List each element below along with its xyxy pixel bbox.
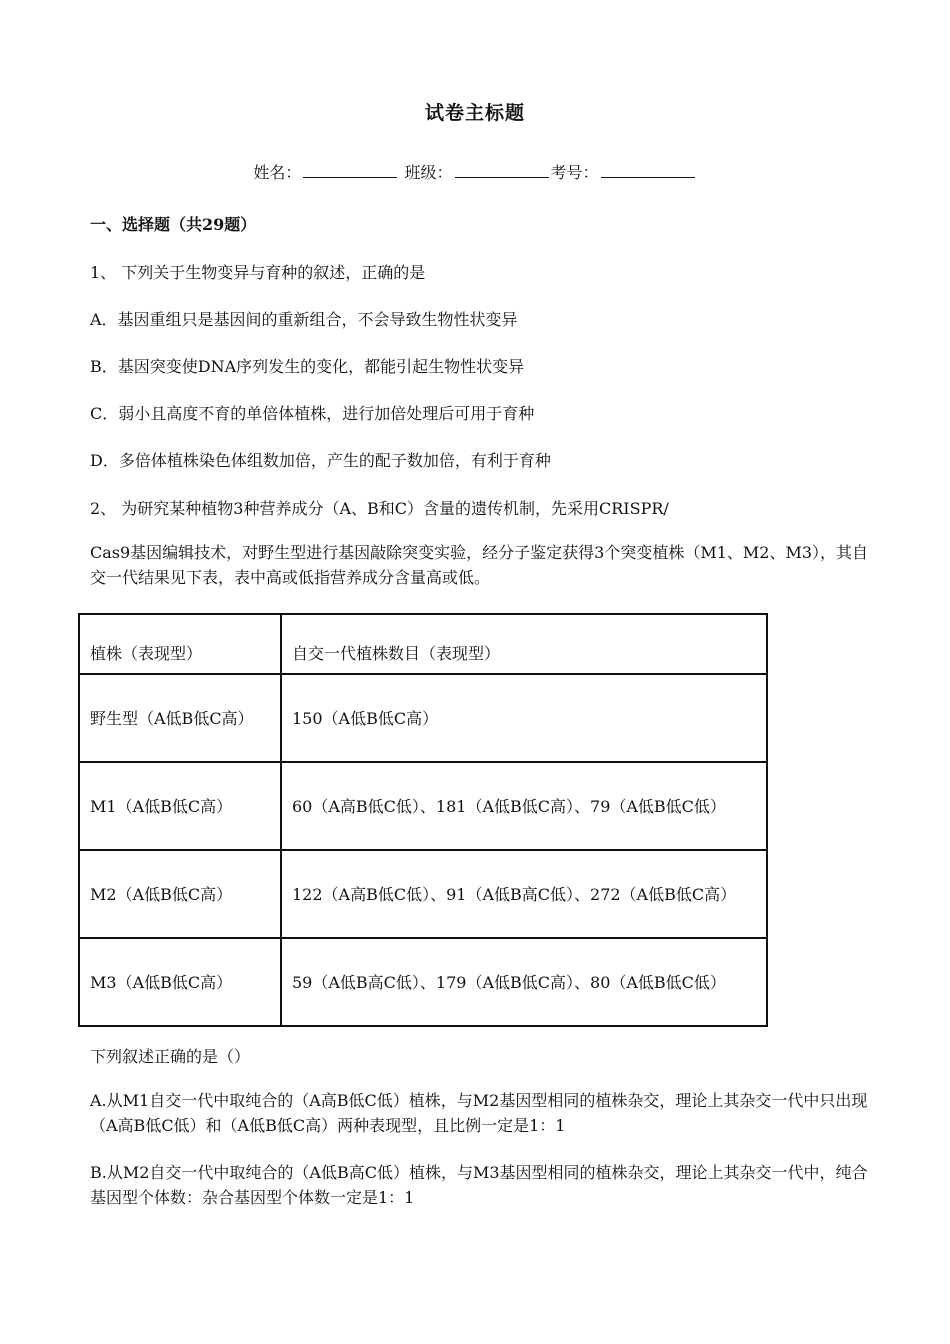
table-header-cell: 植株（表现型） — [79, 614, 281, 674]
question-1-option-c: C．弱小且高度不育的单倍体植株，进行加倍处理后可用于育种 — [90, 404, 535, 423]
question-1-option-d: D．多倍体植株染色体组数加倍，产生的配子数加倍，有利于育种 — [90, 451, 551, 470]
table-row — [79, 674, 767, 762]
table-cell: 60（A高B低C低）、181（A低B低C高）、79（A低B低C低） — [281, 762, 767, 850]
name-blank[interactable] — [303, 163, 397, 178]
exam-no-blank[interactable] — [601, 163, 695, 178]
class-label: 班级： — [404, 163, 453, 182]
table-row — [79, 938, 767, 1026]
table-cell: 野生型（A低B低C高） — [79, 674, 281, 762]
table-row — [79, 762, 767, 850]
class-blank[interactable] — [455, 163, 549, 178]
question-2-prompt: 下列叙述正确的是（） — [90, 1047, 251, 1066]
section-heading: 一、选择题（共29题） — [90, 215, 257, 234]
question-2-option-a: A.从M1自交一代中取纯合的（A高B低C低）植株，与M2基因型相同的植株杂交，理论上其杂交一代中只出现（A高B低C低）和（A低B低C高）两种表现型，且比例一定是1：1 — [90, 1091, 868, 1135]
question-1-option-b: B．基因突变使DNA序列发生的变化，都能引起生物性状变异 — [90, 357, 525, 376]
question-2-stem-line2: Cas9基因编辑技术，对野生型进行基因敲除突变实验，经分子鉴定获得3个突变植株（M1、M2、M3），其自交一代结果见下表，表中高或低指营养成分含量高或低。 — [90, 543, 869, 587]
results-table — [78, 613, 768, 1027]
name-label: 姓名： — [253, 163, 302, 182]
question-1-option-a: A．基因重组只是基因间的重新组合，不会导致生物性状变异 — [90, 310, 518, 329]
exam-no-label: 考号： — [550, 163, 599, 182]
table-cell: M3（A低B低C高） — [79, 938, 281, 1026]
question-1-stem: 1、 下列关于生物变异与育种的叙述，正确的是 — [90, 263, 426, 282]
page-title: 试卷主标题 — [424, 102, 525, 124]
table-row — [79, 850, 767, 938]
table-cell: 122（A高B低C低）、91（A低B高C低）、272（A低B低C高） — [281, 850, 767, 938]
table-cell: M1（A低B低C高） — [79, 762, 281, 850]
student-info-line — [0, 160, 950, 183]
table-cell: 150（A低B低C高） — [281, 674, 767, 762]
question-2-option-b: B.从M2自交一代中取纯合的（A低B高C低）植株，与M3基因型相同的植株杂交，理论上其杂交一代中，纯合基因型个体数：杂合基因型个体数一定是1：1 — [90, 1163, 868, 1207]
table-cell: 59（A低B高C低）、179（A低B低C高）、80（A低B低C低） — [281, 938, 767, 1026]
table-cell: M2（A低B低C高） — [79, 850, 281, 938]
table-header-cell: 自交一代植株数目（表现型） — [281, 614, 767, 674]
table-header-row — [79, 614, 767, 674]
question-2-stem-line1: 2、 为研究某种植物3种营养成分（A、B和C）含量的遗传机制，先采用CRISPR/ — [90, 499, 669, 518]
